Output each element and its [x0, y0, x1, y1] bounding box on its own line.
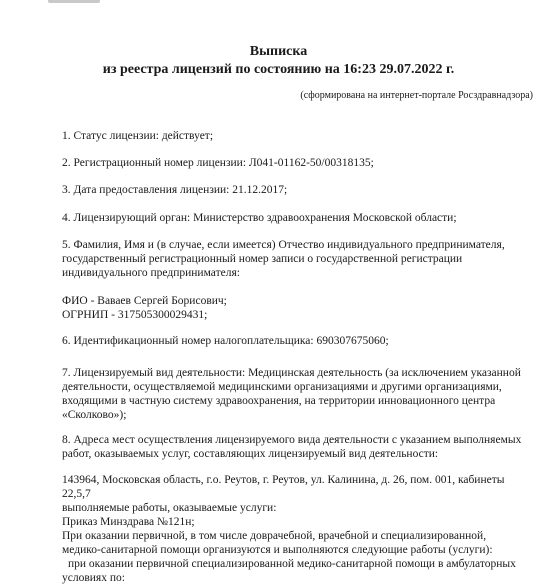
item-address-details: [62, 473, 532, 585]
item-inn: 6. Идентификационный номер налогоплательщика: 690307675060;: [62, 335, 389, 347]
item-entrepreneur-heading: [62, 238, 532, 280]
ogrnip-line: ОГРНИП - 317505300029431;: [62, 309, 208, 321]
text-line: государственный регистрационный номер записи о государственной регистрации: [62, 253, 463, 265]
document-subtitle: из реестра лицензий по состоянию на 16:23 29.07.2022 г.: [102, 62, 455, 77]
item-issue-date: 3. Дата предоставления лицензии: 21.12.2017;: [62, 184, 288, 196]
text-line: деятельности, осуществляемой медицинскими организациями и другими организациями,: [62, 381, 502, 393]
text-line: входящими в частную систему здравоохранения, на территории инновационного центра: [62, 395, 496, 407]
scan-artifact: [48, 0, 100, 3]
text-line: работ, оказываемых услуг, составляющих лицензируемый вид деятельности:: [62, 448, 439, 460]
text-line: при оказании первичной специализированной медико-санитарной помощи в амбулаторных: [68, 558, 516, 570]
item-licensed-activity: [62, 366, 532, 422]
text-line: Приказ Минздрава №121н;: [62, 516, 195, 528]
text-line: 22,5,7: [62, 488, 91, 500]
source-note: (сформирована на интернет-портале Росздравнадзора): [300, 90, 533, 101]
text-line: 8. Адреса мест осуществления лицензируемого вида деятельности с указанием выполняемых: [62, 434, 522, 446]
text-line: «Сколково»);: [62, 409, 127, 421]
item-registration-number: 2. Регистрационный номер лицензии: Л041-01162-50/00318135;: [62, 157, 374, 169]
text-line: При оказании первичной, в том числе доврачебной, врачебной и специализированной,: [62, 530, 487, 542]
address-line: 143964, Московская область, г.о. Реутов, г. Реутов, ул. Калинина, д. 26, пом. 001, кабинеты: [62, 474, 505, 486]
item-licensing-body: 4. Лицензирующий орган: Министерство здравоохранения Московской области;: [62, 212, 457, 224]
document-title: Выписка: [249, 44, 308, 59]
text-line: условиях по:: [62, 572, 125, 584]
item-entrepreneur-details: [62, 294, 532, 322]
text-line: 5. Фамилия, Имя и (в случае, если имеется) Отчество индивидуального предпринимателя,: [62, 239, 505, 251]
full-name-line: ФИО - Ваваев Сергей Борисович;: [62, 295, 227, 307]
text-line: медико-санитарной помощи организуются и выполняются следующие работы (услуги):: [62, 544, 493, 556]
item-license-status: 1. Статус лицензии: действует;: [62, 130, 214, 142]
text-line: индивидуального предпринимателя:: [62, 267, 240, 279]
text-line: 7. Лицензируемый вид деятельности: Медицинская деятельность (за исключением указанной: [62, 367, 521, 379]
item-addresses-heading: [62, 433, 532, 461]
text-line: выполняемые работы, оказываемые услуги:: [62, 502, 277, 514]
